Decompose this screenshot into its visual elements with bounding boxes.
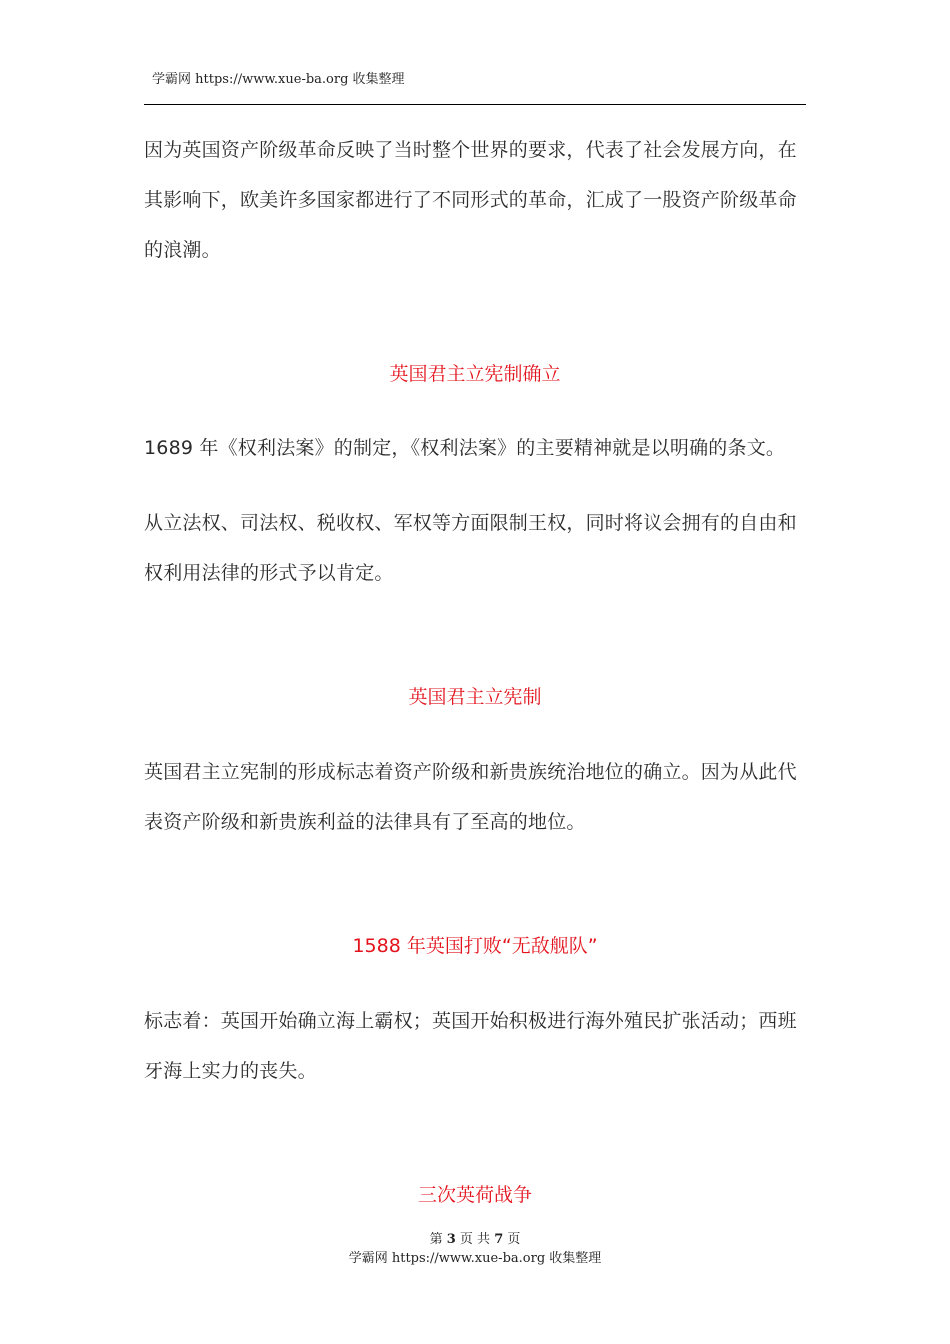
- page-number: [0, 1228, 950, 1247]
- heading-armada-defeat: 1588 年英国打败“无敌舰队”: [352, 935, 598, 957]
- paragraph-armada-significance: 标志着：英国开始确立海上霸权；英国开始积极进行海外殖民扩张活动；西班牙海上实力的丧失。: [144, 1010, 797, 1082]
- page-mid: 页 共: [459, 1232, 491, 1247]
- heading-anglo-dutch-wars: 三次英荷战争: [417, 1184, 532, 1206]
- paragraph-limit-royal-power: 从立法权、司法权、税收权、军权等方面限制王权，同时将议会拥有的自由和权利用法律的形式予以肯定。: [144, 512, 797, 584]
- header-source-text: 学霸网 https://www.xue-ba.org 收集整理: [152, 72, 405, 87]
- page-total: 7: [494, 1232, 504, 1247]
- page-current: 3: [446, 1232, 456, 1247]
- page-suffix: 页: [507, 1232, 521, 1247]
- paragraph-monarchy-significance: 英国君主立宪制的形成标志着资产阶级和新贵族统治地位的确立。因为从此代表资产阶级和新贵族利益的法律具有了至高的地位。: [144, 761, 797, 833]
- heading-constitutional-monarchy: 英国君主立宪制: [408, 686, 542, 708]
- paragraph-bill-of-rights: 1689 年《权利法案》的制定，《权利法案》的主要精神就是以明确的条文。: [144, 437, 786, 459]
- paragraph-revolution-influence: 因为英国资产阶级革命反映了当时整个世界的要求，代表了社会发展方向，在其影响下，欧美许多国家都进行了不同形式的革命，汇成了一股资产阶级革命的浪潮。: [144, 139, 797, 261]
- page-prefix: 第: [429, 1232, 443, 1247]
- header-divider: [144, 104, 806, 105]
- heading-constitutional-monarchy-established: 英国君主立宪制确立: [389, 363, 561, 385]
- footer-source-text: 学霸网 https://www.xue-ba.org 收集整理: [348, 1251, 602, 1266]
